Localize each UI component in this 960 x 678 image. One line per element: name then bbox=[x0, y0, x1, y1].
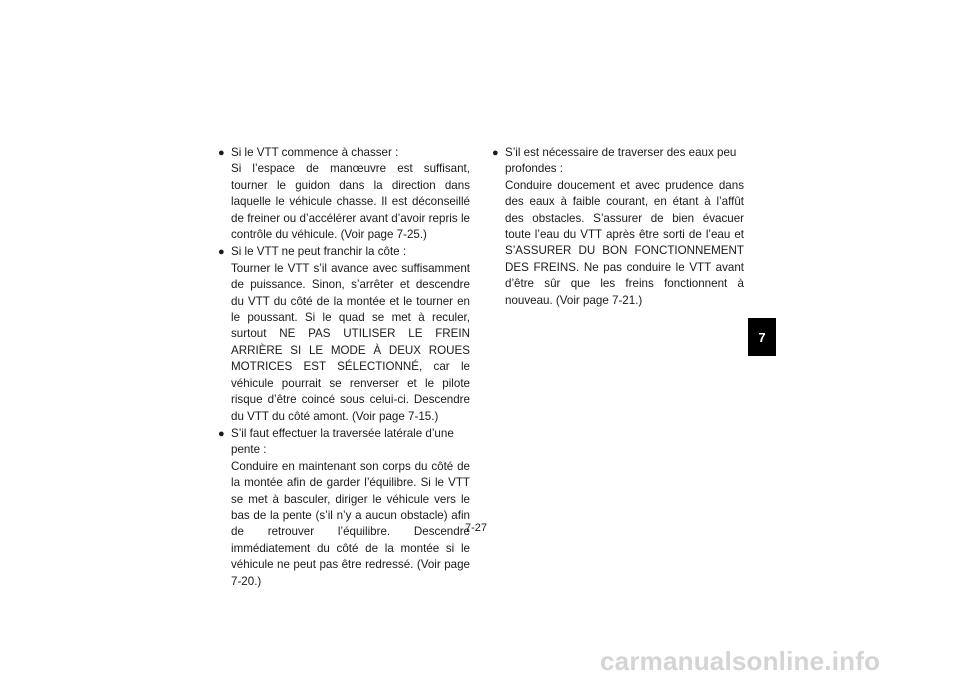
bullet-item-shallow-water bbox=[492, 145, 744, 309]
bullet-body: Conduire en maintenant son corps du côté de la montée afin de garder l’équilibre. Si le VTT se met à basculer, diriger le véhicule vers le bas de la pente (s’il n’y a aucun obstacle) afin de retrouver l’équilibre. Descendre immédiatement du côté de la montée si le véhicule ne peut pas être redressé. (Voir page 7-20.) bbox=[231, 459, 470, 588]
left-column bbox=[218, 145, 470, 591]
bullet-icon: ● bbox=[218, 246, 225, 259]
bullet-body: Si l’espace de manœuvre est suffisant, tourner le guidon dans la direction dans laquelle le véhicule chasse. Il est déconseillé de freiner ou d’accélérer avant d’avoir repris le contrôle du véhicule. (Voir page 7-25.) bbox=[231, 162, 470, 242]
bullet-item-skidding bbox=[218, 145, 470, 243]
bullet-heading: S’il est nécessaire de traverser des eaux peu profondes : bbox=[505, 146, 737, 176]
chapter-tab: 7 bbox=[748, 318, 776, 356]
bullet-item-hill-climb bbox=[218, 244, 470, 424]
bullet-icon: ● bbox=[218, 427, 225, 440]
bullet-body: Conduire doucement et avec prudence dans des eaux à faible courant, en étant à l’affût des obstacles. S’assurer de bien évacuer toute l’eau du VTT après être sorti de l’eau et S’ASSURER DU BON FONCTIONNEMENT DES FREINS. Ne pas conduire le VTT avant d’être sûr que les freins fonctionnent à nouveau. (Voir page 7-21.) bbox=[505, 178, 744, 307]
bullet-icon: ● bbox=[492, 147, 499, 159]
page-number: 7-27 bbox=[465, 522, 488, 534]
watermark: carmanualsonline.info bbox=[600, 646, 881, 676]
bullet-heading: S’il faut effectuer la traversée latérale d’une pente : bbox=[231, 426, 454, 457]
bullet-body: Tourner le VTT s’il avance avec suffisamment de puissance. Sinon, s’arrêter et descendre du VTT du côté de la montée et le tourner en le poussant. Si le quad se met à reculer, surtout NE PAS UTILISER LE FREIN ARRIÈRE SI LE MODE À DEUX ROUES MOTRICES EST SÉLECTIONNÉ, car le véhicule pourrait se renverser et le pilote risque d’être coincé sous celui-ci. Descendre du VTT du côté amont. (Voir page 7-15.) bbox=[231, 261, 470, 423]
bullet-icon: ● bbox=[218, 147, 225, 159]
right-column bbox=[492, 145, 744, 310]
bullet-heading: Si le VTT ne peut franchir la côte : bbox=[231, 245, 407, 259]
bullet-item-side-slope bbox=[218, 426, 470, 590]
bullet-heading: Si le VTT commence à chasser : bbox=[231, 146, 399, 159]
